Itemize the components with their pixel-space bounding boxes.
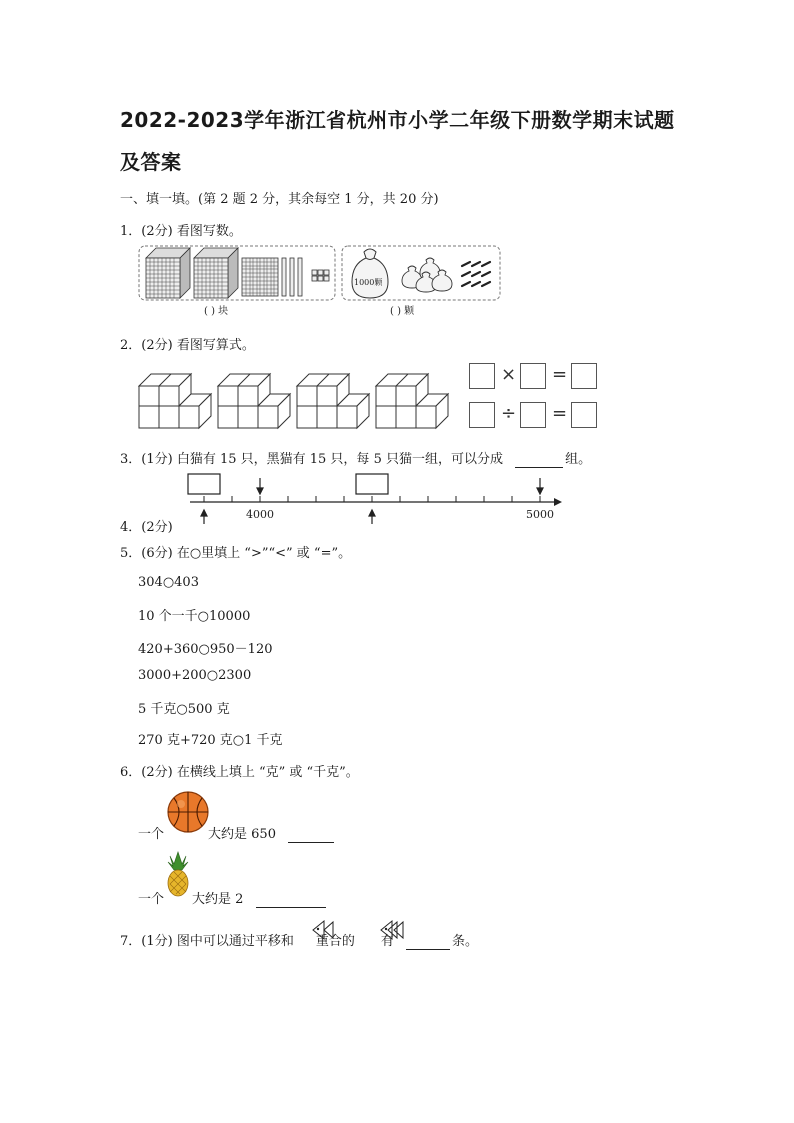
tick-label-5000: 5000 — [526, 508, 554, 521]
up-arrow-icon — [201, 510, 207, 524]
q2-cube-groups — [138, 372, 458, 430]
cube-group-2 — [218, 374, 290, 428]
number-line-box-1 — [188, 474, 220, 494]
question-3 — [120, 448, 591, 468]
page-title-cont: 及答案 — [120, 150, 182, 174]
section-header: 一、填一填。(第 2 题 2 分，其余每空 1 分，共 20 分) — [120, 192, 439, 207]
basketball-icon — [166, 790, 210, 834]
q7-mid-text: 重合的 — [315, 934, 355, 949]
candies-icon — [462, 262, 490, 286]
ten-rods-icon — [282, 258, 302, 296]
thousand-cube-icon — [146, 248, 190, 298]
multiply-sign: × — [501, 364, 517, 385]
question-2-stem: 2．(2分) 看图写算式。 — [120, 338, 255, 353]
q6-a-answer-blank[interactable] — [288, 827, 334, 843]
q5-item: 420+360○950－120 — [138, 642, 273, 657]
question-4-stem: 4．(2分) — [120, 520, 173, 535]
q1-figure — [138, 240, 508, 320]
question-7 — [120, 930, 478, 950]
down-arrow-icon — [537, 478, 543, 494]
q3-text: 3．(1分) 白猫有 15 只，黑猫有 15 只，每 5 只猫一组，可以分成 — [120, 452, 503, 467]
tick-label-4000: 4000 — [246, 508, 274, 521]
unit-cubes-icon — [312, 270, 329, 281]
number-line-box-2 — [356, 474, 388, 494]
cube-group-4 — [376, 374, 448, 428]
q1-left-caption: ( ) 块 — [204, 306, 229, 317]
fish-icon — [380, 919, 404, 941]
q7-have: 有 — [380, 934, 394, 949]
q6-a-text: 大约是 650 — [208, 827, 276, 842]
equals-sign: = — [552, 403, 568, 424]
question-6-stem: 6．(2分) 在横线上填上 “克” 或 “千克”。 — [120, 765, 359, 780]
equation-box[interactable] — [520, 363, 546, 389]
question-1-stem: 1．(2分) 看图写数。 — [120, 224, 242, 239]
q5-item: 10 个一千○10000 — [138, 609, 251, 624]
equals-sign: = — [552, 364, 568, 385]
q5-item: 270 克+720 克○1 千克 — [138, 733, 283, 748]
q6-b-prefix: 一个 — [138, 892, 165, 907]
equation-box[interactable] — [571, 363, 597, 389]
pineapple-icon — [164, 850, 192, 898]
q5-item: 5 千克○500 克 — [138, 702, 230, 717]
cube-group-1 — [139, 374, 211, 428]
q7-text: 7．(1分) 图中可以通过平移和 — [120, 934, 294, 949]
q5-item: 3000+200○2300 — [138, 668, 252, 683]
thousand-cube-icon — [194, 248, 238, 298]
q6-b-answer-blank[interactable] — [256, 892, 326, 908]
down-arrow-icon — [257, 478, 263, 494]
hundred-flat-icon — [242, 258, 278, 296]
q6-b-text: 大约是 2 — [192, 892, 244, 907]
q5-item: 304○403 — [138, 575, 199, 590]
q3-answer-blank[interactable] — [515, 452, 563, 468]
cube-group-3 — [297, 374, 369, 428]
q6-a-prefix: 一个 — [138, 827, 165, 842]
equation-box[interactable] — [520, 402, 546, 428]
q7-answer-blank[interactable] — [406, 934, 450, 950]
up-arrow-icon — [369, 510, 375, 524]
number-line — [180, 470, 570, 526]
question-5-stem: 5．(6分) 在○里填上 “>”“<” 或 “=”。 — [120, 546, 352, 561]
candy-bag-icon — [352, 249, 388, 298]
q3-suffix: 组。 — [565, 452, 592, 467]
equation-box[interactable] — [469, 402, 495, 428]
fish-icon — [312, 919, 334, 941]
page-title: 2022-2023学年浙江省杭州市小学二年级下册数学期末试题 — [120, 108, 675, 132]
q1-right-caption: ( ) 颗 — [390, 306, 415, 317]
q7-suffix: 条。 — [452, 934, 479, 949]
small-bags-icon — [402, 258, 452, 292]
axis-arrow — [554, 498, 562, 506]
bag-label: 1000颗 — [354, 278, 383, 287]
equation-box[interactable] — [469, 363, 495, 389]
equation-box[interactable] — [571, 402, 597, 428]
divide-sign: ÷ — [501, 403, 517, 424]
